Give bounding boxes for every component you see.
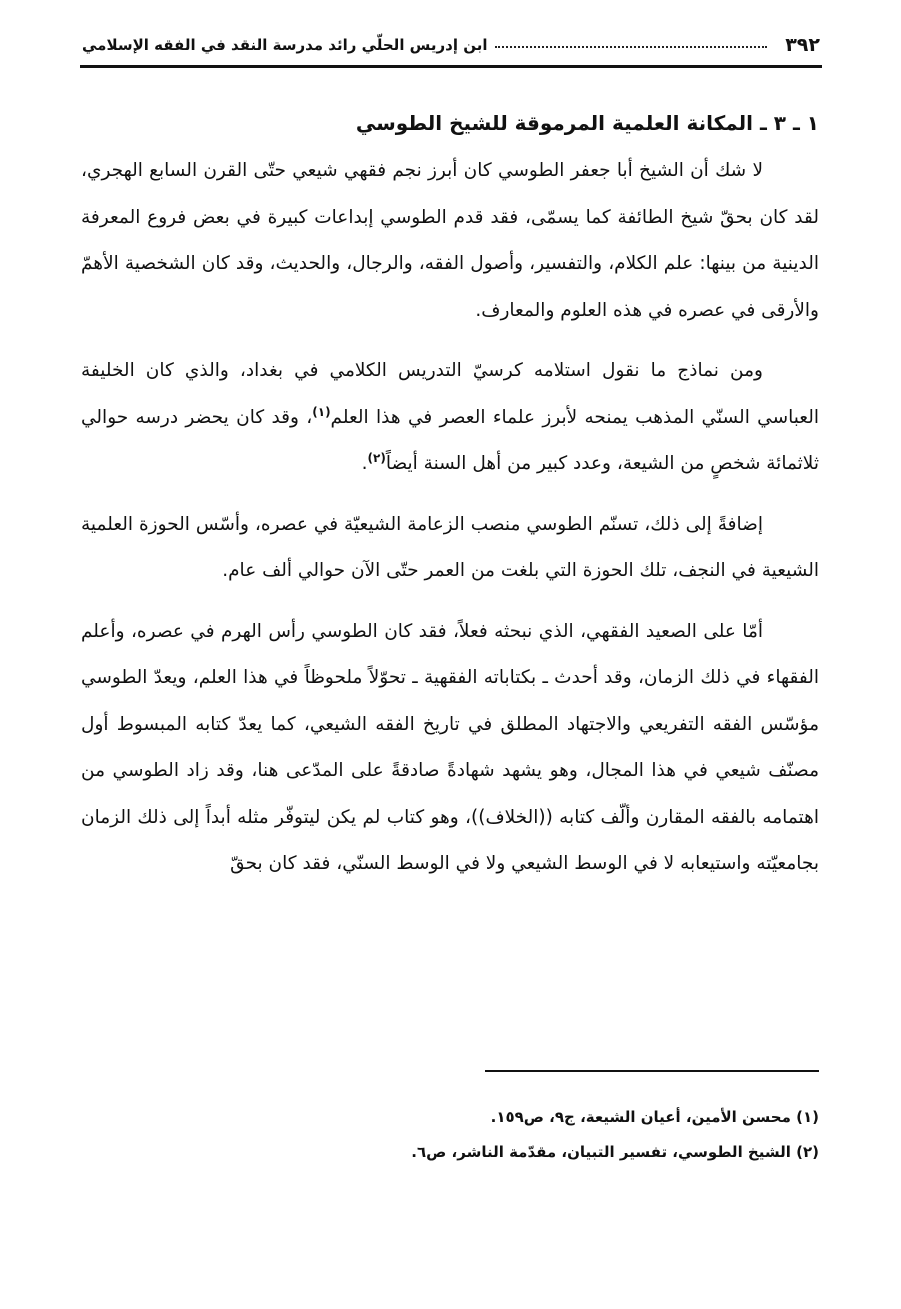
footnote-2: (٢) الشيخ الطوسي، تفسير التبيان، مقدّمة الناشر، ص٦. [411,1143,819,1161]
header-dot-leader [495,46,767,48]
footnote-ref-2[interactable]: (٢) [367,450,386,465]
page-number: ٣٩٢ [785,34,820,56]
header-divider [80,65,822,68]
paragraph-2-end: . [361,453,368,474]
paragraph-2-text-b: ، وقد كان يحضر درسه حوالي ثلاثمائة شخصٍ من الشيعة، وعدد كبير من أهل السنة أيضاً [81,406,819,474]
paragraph-2-text-a: ومن نماذج ما نقول استلامه كرسيّ التدريس الكلامي في بغداد، والذي كان الخليفة العباسي السنّي المذهب يمنحه لأبرز علماء العصر في هذا العلم [81,360,820,428]
footnotes [81,1100,819,1170]
paragraph-4: أمّا على الصعيد الفقهي، الذي نبحثه فعلاً، فقد كان الطوسي رأس الهرم في عصره، وأعلم الفقهاء في ذلك الزمان، وقد أحدث ـ بكتاباته الفقهية ـ تحوّلاً ملحوظاً في هذا العلم، ويعدّ الطوسي مؤسّس الفقه التفريعي والاجتهاد المطلق في تاريخ الفقه الشيعي، كما يعدّ كتابه المبسوط أول مصنّف شيعي في هذا المجال، وهو يشهد شهادةً صادقةً على المدّعى هنا، وقد زاد الطوسي من اهتمامه بالفقه المقارن وألّف كتابه ((الخلاف))، وهو كتاب لم يكن ليتوفّر مثله أبداً إلى ذلك الزمان بجامعيّته واستيعابه لا في الوسط الشيعي ولا في الوسط السنّي، فقد كان بحقّ [81,620,819,874]
footnote-divider [485,1070,819,1072]
running-title: ابن إدريس الحلّي رائد مدرسة النقد في الفقه الإسلامي [82,36,488,54]
footnote-1: (١) محسن الأمين، أعيان الشيعة، ج٩، ص١٥٩. [490,1108,819,1126]
paragraph-1: لا شك أن الشيخ أبا جعفر الطوسي كان أبرز نجم فقهي شيعي حتّى القرن السابع الهجري، لقد كان بحقّ شيخ الطائفة كما يسمّى، فقد قدم الطوسي إبداعات كبيرة في بعض فروع المعرفة الدينية من بينها: علم الكلام، والتفسير، وأصول الفقه، والرجال، والحديث، وقد كان الشخصية الأهمّ والأرقى في عصره في هذه العلوم والمعارف. [81,160,819,321]
body-text [81,148,819,906]
section-heading: ١ ـ ٣ ـ المكانة العلمية المرموقة للشيخ الطوسي [355,111,819,135]
paragraph-2 [81,348,819,488]
footnote-ref-1[interactable]: (١) [312,404,331,419]
paragraph-3: إضافةً إلى ذلك، تسنّم الطوسي منصب الزعامة الشيعيّة في عصره، وأسّس الحوزة العلمية الشيعية في النجف، تلك الحوزة التي بلغت من العمر حتّى الآن حوالي ألف عام. [81,513,819,581]
running-header [82,28,820,62]
